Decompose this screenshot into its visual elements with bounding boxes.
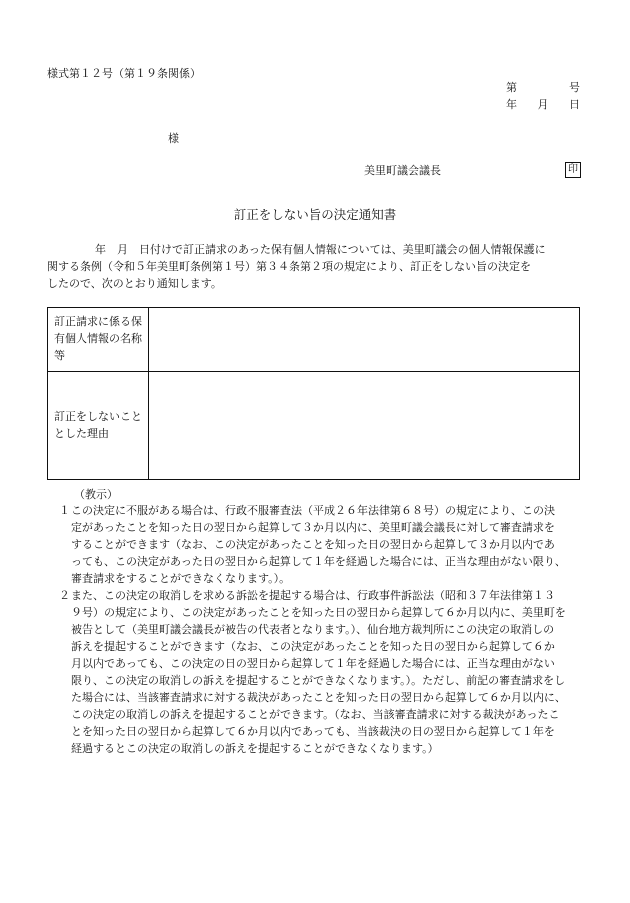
body-line: 関する条例（令和５年美里町条例第１号）第３４条第２項の規定により、訂正をしない旨の決定を xyxy=(47,260,531,273)
note-line: 審査請求をすることができなくなります。）。 xyxy=(71,572,291,585)
form-number: 様式第１２号（第１９条関係） xyxy=(47,67,201,80)
note-line: この決定の取消しの訴えを提起することができます。（なお、当該審査請求に対する裁決があったこ xyxy=(71,708,560,721)
note-line: ９号）の規定により、この決定があったことを知った日の翌日から起算して６か月以内に、美里町を xyxy=(71,606,566,619)
date-month: 月 xyxy=(537,98,549,111)
issuer: 美里町議会議長 xyxy=(364,164,441,177)
note-line: 経過するとこの決定の取消しの訴えを提起することができなくなります。） xyxy=(71,742,439,755)
table-label-cell: 訂正請求に係る保有個人情報の名称等 xyxy=(48,308,149,371)
note-line: 月以内であっても、この決定の日の翌日から起算して１年を経過した場合には、正当な理由がない xyxy=(71,657,555,670)
note-number: １ xyxy=(59,504,70,517)
document-title: 訂正をしない旨の決定通知書 xyxy=(233,207,397,222)
notes-list xyxy=(47,502,582,757)
date-day: 日 xyxy=(569,98,580,111)
note-line: また、この決定の取消しを求める訴訟を提起する場合は、行政事件訴訟法（昭和３７年法律第１３ xyxy=(71,589,555,602)
note-line: 訴えを提起することができます（なお、この決定があったことを知った日の翌日から起算して６か xyxy=(71,640,555,653)
doc-no-prefix: 第 xyxy=(506,81,517,94)
note-line: 定があったことを知った日の翌日から起算して３か月以内に、美里町議会議長に対して審査請求を xyxy=(71,521,555,534)
note-line: することができます（なお、この決定があったことを知った日の翌日から起算して３か月以内であ xyxy=(71,538,555,551)
body-paragraph xyxy=(47,241,579,292)
notes-heading: （教示） xyxy=(74,488,118,501)
doc-no-suffix: 号 xyxy=(569,81,580,94)
note-line: 限り、この決定の取消しの訴えを提起することができなくなります。）。ただし、前記の審査請求をし xyxy=(71,674,566,687)
table-label-text: 訂正をしないこととした理由 xyxy=(54,410,142,440)
note-line: とを知った日の翌日から起算して６か月以内であっても、当該裁決の日の翌日から起算して１年を xyxy=(71,725,555,738)
note-item xyxy=(47,587,582,757)
table-value-cell xyxy=(149,308,579,371)
body-line: したので、次のとおり通知します。 xyxy=(47,277,222,290)
table-row xyxy=(48,371,579,479)
note-number: ２ xyxy=(59,589,70,602)
addressee: 様 xyxy=(168,132,179,145)
table-value-cell xyxy=(149,371,579,479)
note-line: た場合には、当該審査請求に対する裁決があったことを知った日の翌日から起算して６か月以内に、 xyxy=(71,691,566,704)
seal-mark: 印 xyxy=(565,162,581,178)
table-label-cell xyxy=(48,371,149,479)
note-line: この決定に不服がある場合は、行政不服審査法（平成２６年法律第６８号）の規定により、この決 xyxy=(71,504,555,517)
date-year: 年 xyxy=(506,98,517,111)
note-line: 被告として（美里町議会議長が被告の代表者となります。）、仙台地方裁判所にこの決定の取消しの xyxy=(71,623,555,636)
info-table xyxy=(47,307,580,480)
document-date xyxy=(506,97,580,113)
note-line: っても、この決定があった日の翌日から起算して１年を経過した場合には、正当な理由がない限り、 xyxy=(71,555,566,568)
note-item xyxy=(47,502,582,587)
document-number xyxy=(506,80,580,96)
table-row xyxy=(48,308,579,372)
body-line: 年 月 日付けで訂正請求のあった保有個人情報については、美里町議会の個人情報保護に xyxy=(95,243,546,256)
